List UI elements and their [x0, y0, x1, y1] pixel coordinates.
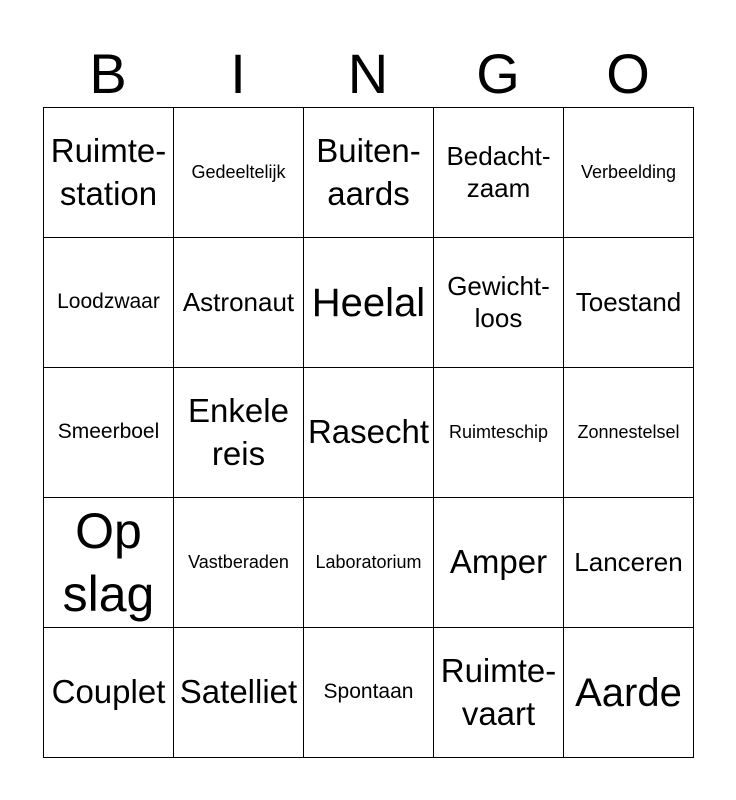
cell-text: Ruimte- station [50, 131, 167, 212]
cell-text: Loodzwaar [57, 290, 160, 314]
cell-text: Op slag [62, 503, 155, 622]
bingo-cell[interactable] [174, 238, 304, 368]
header-letter-o: O [606, 42, 650, 105]
bingo-cell[interactable] [44, 238, 174, 368]
bingo-cell[interactable] [174, 498, 304, 628]
bingo-header [43, 40, 693, 108]
cell-text: Gewicht- loos [447, 271, 550, 333]
bingo-cell[interactable] [304, 368, 434, 498]
cell-text: Lanceren [574, 546, 683, 577]
bingo-cell[interactable] [564, 368, 694, 498]
bingo-board [43, 107, 694, 758]
bingo-cell[interactable] [304, 238, 434, 368]
bingo-cell[interactable] [174, 368, 304, 498]
bingo-cell[interactable] [44, 498, 174, 628]
cell-text: Amper [449, 543, 548, 581]
bingo-cell[interactable] [564, 108, 694, 238]
cell-text: Buiten- aards [316, 131, 421, 212]
bingo-cell[interactable] [434, 368, 564, 498]
bingo-cell[interactable] [434, 498, 564, 628]
cell-text: Zonnestelsel [577, 422, 680, 443]
cell-text: Verbeelding [580, 162, 677, 183]
bingo-cell[interactable] [564, 628, 694, 758]
cell-text: Couplet [51, 673, 166, 711]
cell-text: Ruimte- vaart [440, 651, 557, 732]
cell-text: Vastberaden [188, 552, 289, 573]
cell-text: Heelal [311, 280, 426, 325]
bingo-cell[interactable] [434, 628, 564, 758]
cell-text: Spontaan [323, 680, 414, 704]
bingo-cell[interactable] [304, 628, 434, 758]
cell-text: Satelliet [179, 673, 298, 711]
bingo-cell[interactable] [434, 238, 564, 368]
cell-text: Rasecht [307, 413, 430, 451]
bingo-cell[interactable] [44, 108, 174, 238]
bingo-cell[interactable] [174, 108, 304, 238]
bingo-cell[interactable] [174, 628, 304, 758]
cell-text: Astronaut [182, 286, 295, 317]
bingo-cell[interactable] [304, 108, 434, 238]
cell-text: Bedacht- zaam [446, 141, 551, 203]
cell-text: Laboratorium [315, 552, 422, 573]
cell-text: Ruimteschip [448, 422, 549, 443]
bingo-cell[interactable] [304, 498, 434, 628]
bingo-cell[interactable] [44, 368, 174, 498]
cell-text: Gedeeltelijk [191, 162, 286, 183]
bingo-cell[interactable] [434, 108, 564, 238]
cell-text: Enkele reis [188, 391, 289, 472]
cell-text: Smeerboel [57, 420, 160, 444]
cell-text: Aarde [575, 670, 682, 715]
header-letter-n: N [347, 42, 389, 105]
header-letter-i: I [230, 42, 246, 105]
header-letter-b: B [89, 42, 127, 105]
bingo-cell[interactable] [44, 628, 174, 758]
bingo-cell[interactable] [564, 238, 694, 368]
cell-text: Toestand [575, 286, 682, 317]
header-letter-g: G [476, 42, 520, 105]
bingo-cell[interactable] [564, 498, 694, 628]
